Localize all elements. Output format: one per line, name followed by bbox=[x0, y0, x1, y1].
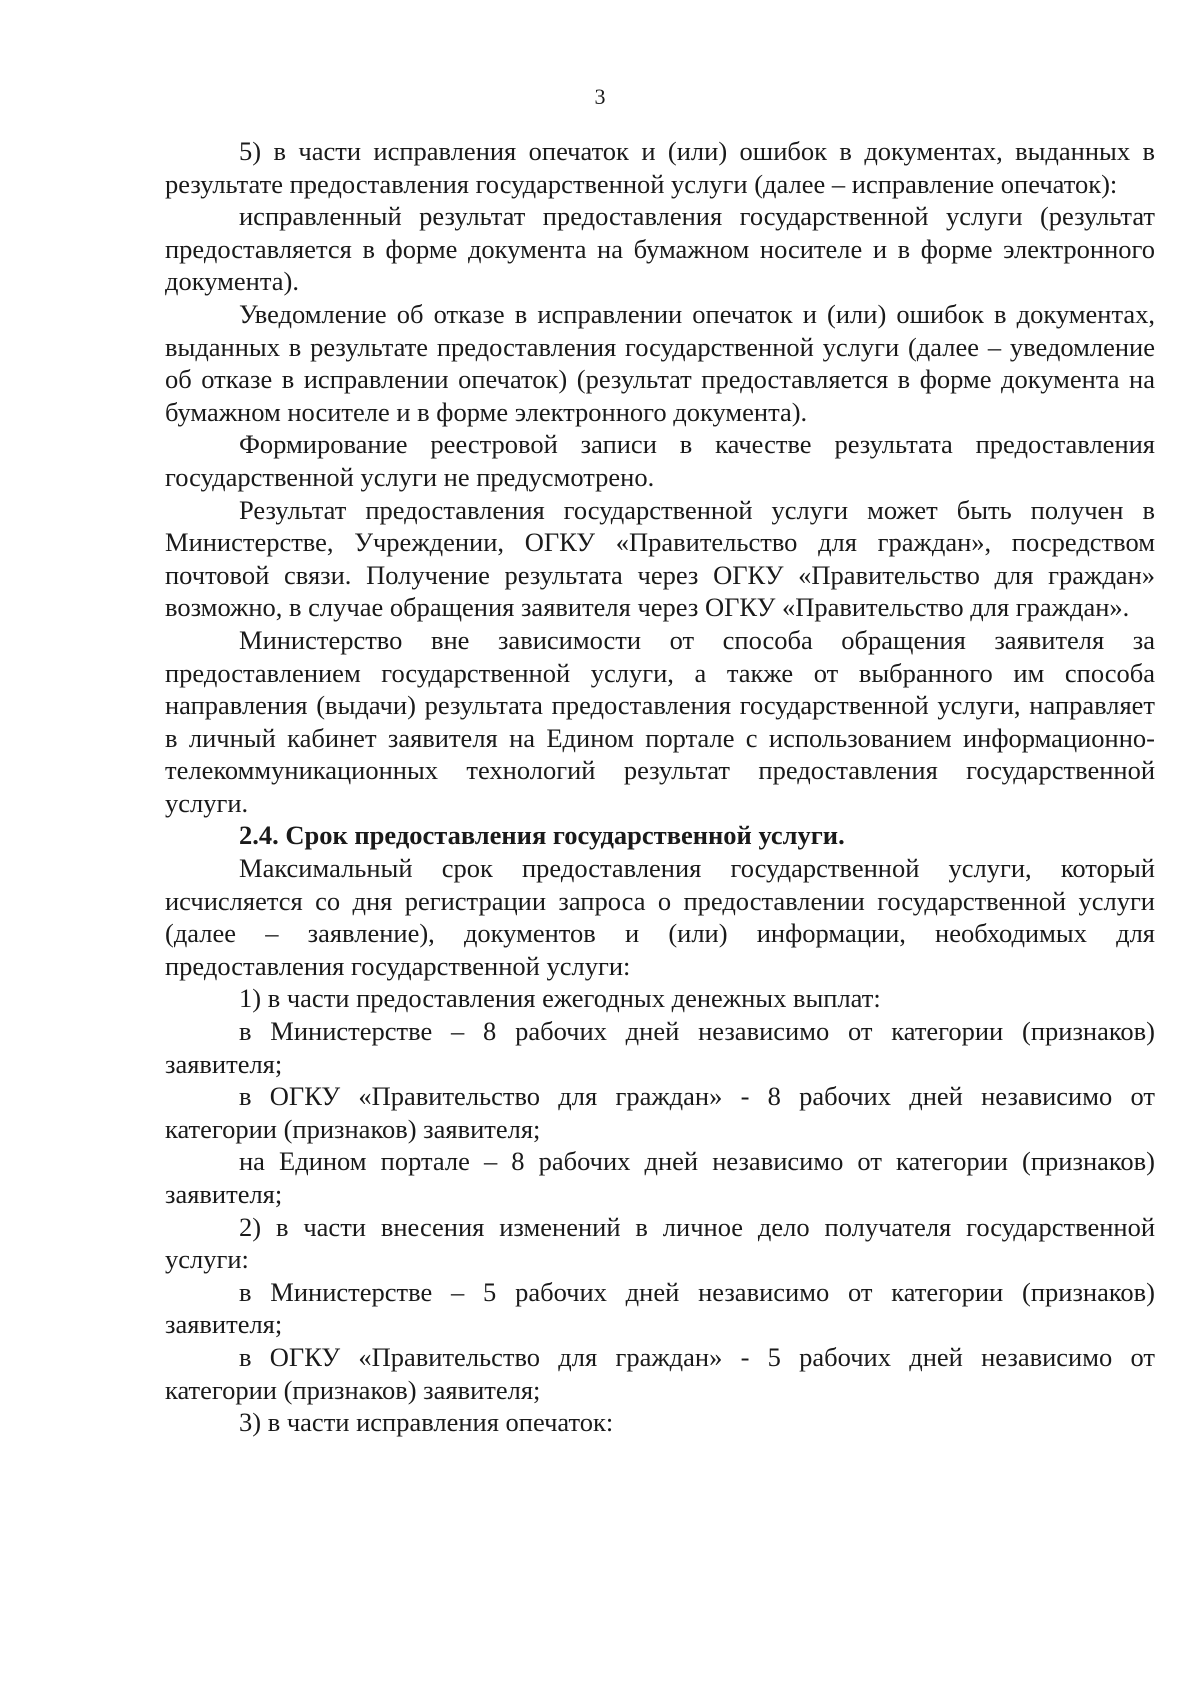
paragraph-ogku-5-days: в ОГКУ «Правительство для граждан» - 5 рабочих дней независимо от категории (признаков) заявителя; bbox=[165, 1341, 1155, 1405]
paragraph-ministry-5-days: в Министерстве – 5 рабочих дней независимо от категории (признаков) заявителя; bbox=[165, 1276, 1155, 1340]
paragraph-ogku-8-days: в ОГКУ «Правительство для граждан» - 8 рабочих дней независимо от категории (признаков) заявителя; bbox=[165, 1081, 1155, 1144]
document-body bbox=[165, 135, 1155, 1439]
paragraph-result-receipt: Результат предоставления государственной услуги может быть получен в Министерстве, Учреждении, ОГКУ «Правительство для граждан», посредством почтовой связи. Получение результата через ОГКУ «Правительство для граждан» возможно, в случае обращения заявителя через ОГКУ «Правительство для граждан». bbox=[165, 494, 1155, 623]
page-number: 3 bbox=[594, 84, 606, 109]
paragraph-item-1-payments: 1) в части предоставления ежегодных денежных выплат: bbox=[239, 983, 881, 1014]
paragraph-item-2-changes: 2) в части внесения изменений в личное дело получателя государственной услуги: bbox=[165, 1211, 1155, 1275]
paragraph-item-3-corrections: 3) в части исправления опечаток: bbox=[239, 1407, 614, 1438]
paragraph-item-5-corrections: 5) в части исправления опечаток и (или) ошибок в документах, выданных в результате предоставления государственной услуги (далее – исправление опечаток): bbox=[165, 136, 1155, 199]
paragraph-registry-record: Формирование реестровой записи в качестве результата предоставления государственной услуги не предусмотрено. bbox=[165, 429, 1155, 492]
paragraph-ministry-delivery: Министерство вне зависимости от способа обращения заявителя за предоставлением государственной услуги, а также от выбранного им способа направления (выдачи) результата предоставления государственной услуги, направляет в личный кабинет заявителя на Едином портале с использованием информационно-телекоммуникационных технологий результат предоставления государственной услуги. bbox=[165, 624, 1155, 818]
paragraph-ministry-8-days: в Министерстве – 8 рабочих дней независимо от категории (признаков) заявителя; bbox=[165, 1016, 1155, 1079]
paragraph-refusal-notice: Уведомление об отказе в исправлении опечаток и (или) ошибок в документах, выданных в результате предоставления государственной услуги (далее – уведомление об отказе в исправлении опечаток) (результат предоставляется в форме документа на бумажном носителе и в форме электронного документа). bbox=[165, 298, 1155, 427]
paragraph-portal-8-days: на Едином портале – 8 рабочих дней независимо от категории (признаков) заявителя; bbox=[165, 1146, 1155, 1209]
paragraph-corrected-result: исправленный результат предоставления государственной услуги (результат предоставляется в форме документа на бумажном носителе и в форме электронного документа). bbox=[165, 201, 1155, 297]
paragraph-max-term: Максимальный срок предоставления государственной услуги, который исчисляется со дня регистрации запроса о предоставлении государственной услуги (далее – заявление), документов и (или) информации, необходимых для предоставления государственной услуги: bbox=[165, 853, 1155, 981]
section-heading-2-4: 2.4. Срок предоставления государственной услуги. bbox=[239, 820, 845, 851]
